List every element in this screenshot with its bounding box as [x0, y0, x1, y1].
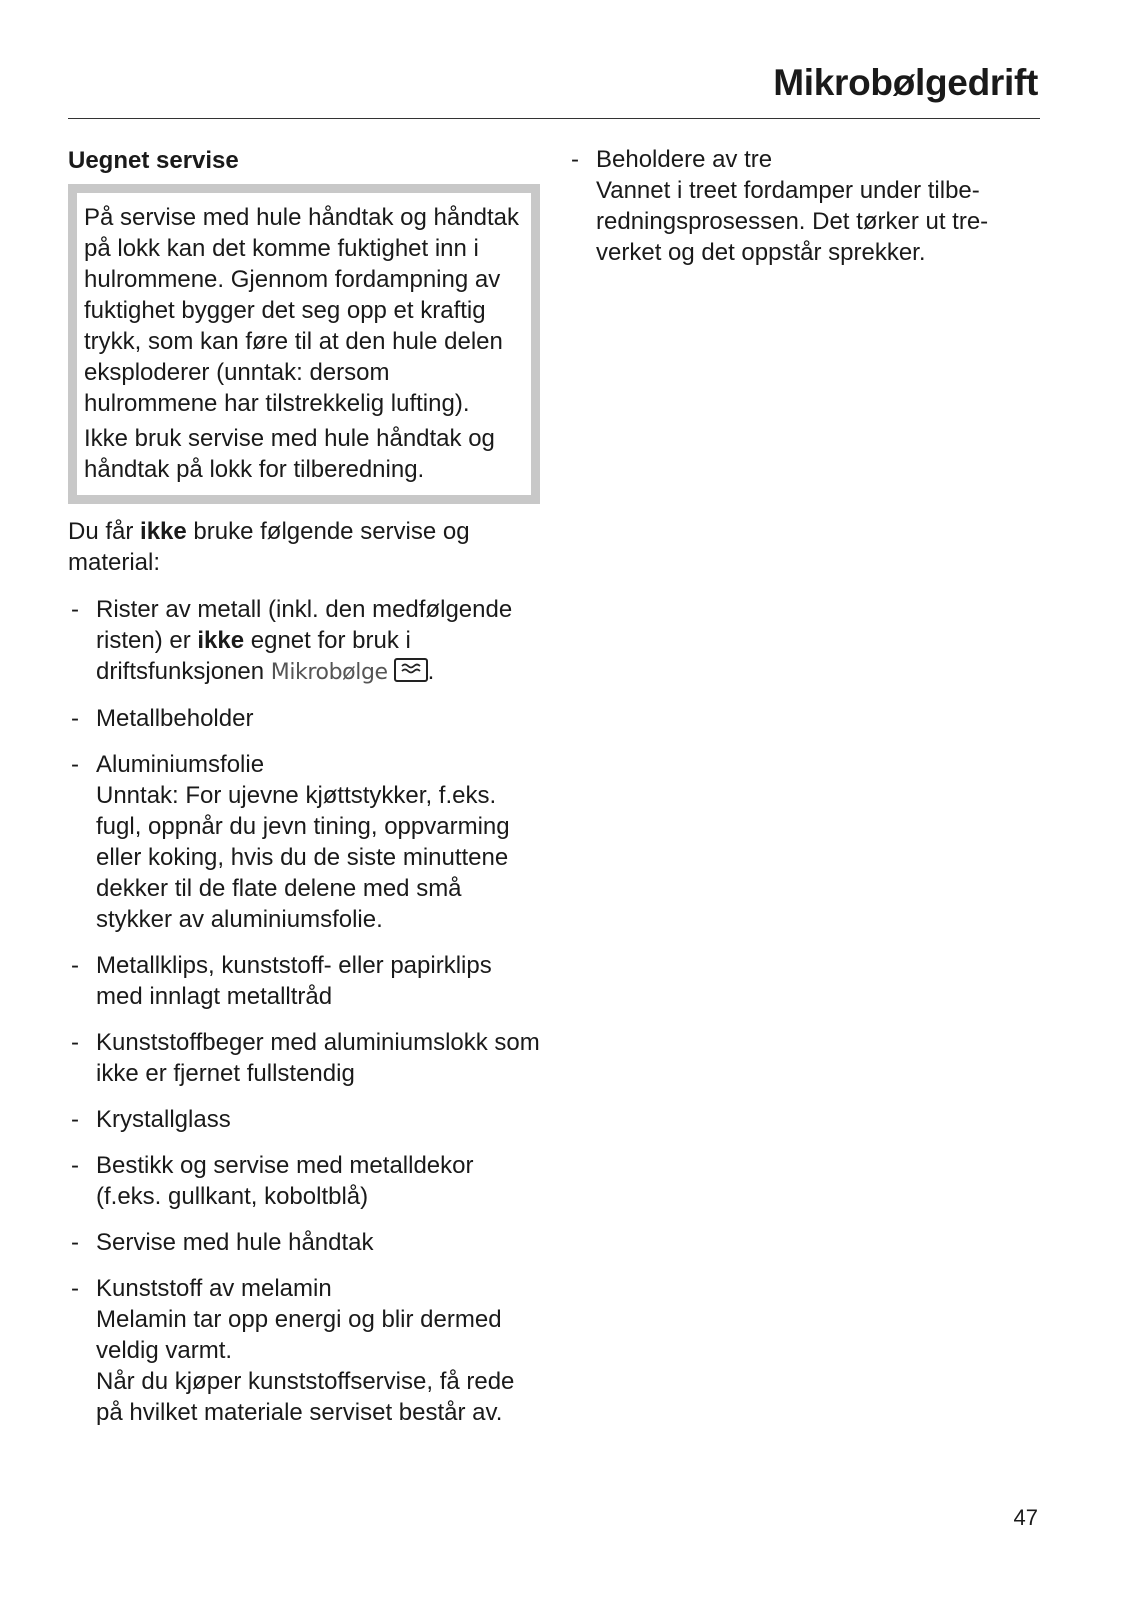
list-item: [68, 1027, 544, 1089]
intro-paragraph: [68, 516, 544, 578]
list-item-detail: Når du kjøper kunststoffservise, få rede på hvilket materiale serviset består av.: [96, 1368, 515, 1426]
list-item-detail: Melamin tar opp energi og blir dermed veldig varmt.: [96, 1306, 502, 1364]
list-item: [68, 594, 544, 688]
list-item-detail: Vannet i treet fordamper under tilberedningsprosessen. Det tørker ut treverket og det oppstår sprekker.: [596, 177, 989, 266]
intro-after: bruke følgende servise og material:: [68, 518, 470, 576]
grill-text-2: egnet for bruk i driftsfunksjonen: [96, 627, 411, 685]
list-item-text: - Metallklips, kunststoff- eller papirklips med innlagt metalltråd: [96, 952, 492, 1010]
left-column: [68, 146, 544, 1443]
list-item-text: - Krystallglass: [96, 1106, 231, 1133]
list-item: [68, 703, 544, 734]
list-item: [68, 1104, 544, 1135]
list-item-text: - Kunststoffbeger med aluminiumslokk som ikke er fjernet fullstendig: [96, 1029, 540, 1087]
warning-box: [68, 184, 540, 504]
grill-emphasis: ikke: [197, 627, 245, 654]
list-item-detail: Unntak: For ujevne kjøttstykker, f.eks. fugl, oppnår du jevn tining, oppvarming eller koking, hvis du de siste minuttene dekker til de flate delene med små stykker av aluminiumsfolie.: [96, 782, 510, 933]
intro-emphasis: ikke: [140, 518, 187, 545]
unsuitable-list: [68, 594, 544, 1428]
page-title: Mikrobølgedrift: [773, 62, 1038, 103]
warning-text: På servise med hule håndtak og håndtak på lokk kan det komme fuktighet inn i hulrommene. Gjennom fordampning av fuktighet bygger det seg opp et kraftig trykk, som kan føre til at den hule delen eksploderer (unntak: dersom hulrommene har tilstrekkelig lufting).: [84, 204, 519, 417]
section-heading: Uegnet servise: [68, 147, 239, 174]
page-number: 47: [1013, 1505, 1038, 1530]
microwave-waves-icon: [394, 658, 428, 682]
list-item-text: - Bestikk og servise med metalldekor (f.eks. gullkant, koboltblå): [96, 1152, 474, 1210]
intro-before: Du får: [68, 518, 141, 545]
header-divider: [68, 118, 1040, 119]
warning-instruction: Ikke bruk servise med hule håndtak og håndtak på lokk for tilberedning.: [84, 425, 495, 483]
list-item-text: - Kunststoff av melamin: [96, 1275, 332, 1302]
mode-name: Mikrobølge: [270, 660, 388, 685]
list-item: [68, 1227, 544, 1258]
list-item: [68, 1273, 544, 1428]
list-item-text: - Beholdere av tre: [596, 146, 773, 173]
list-item: [568, 144, 1038, 268]
right-column: [568, 146, 1038, 283]
list-item-text: - Servise med hule håndtak: [96, 1229, 374, 1256]
grill-text-1: Rister av metall (inkl. den medfølgende risten) er: [96, 596, 513, 654]
list-item-text: - Metallbeholder: [96, 705, 254, 732]
list-item-text: - Aluminiumsfolie: [96, 751, 265, 778]
list-item: [68, 950, 544, 1012]
list-item: [68, 1150, 544, 1212]
unsuitable-list-continued: [568, 144, 1038, 268]
grill-text-end: .: [427, 658, 435, 685]
list-item: [68, 749, 544, 935]
